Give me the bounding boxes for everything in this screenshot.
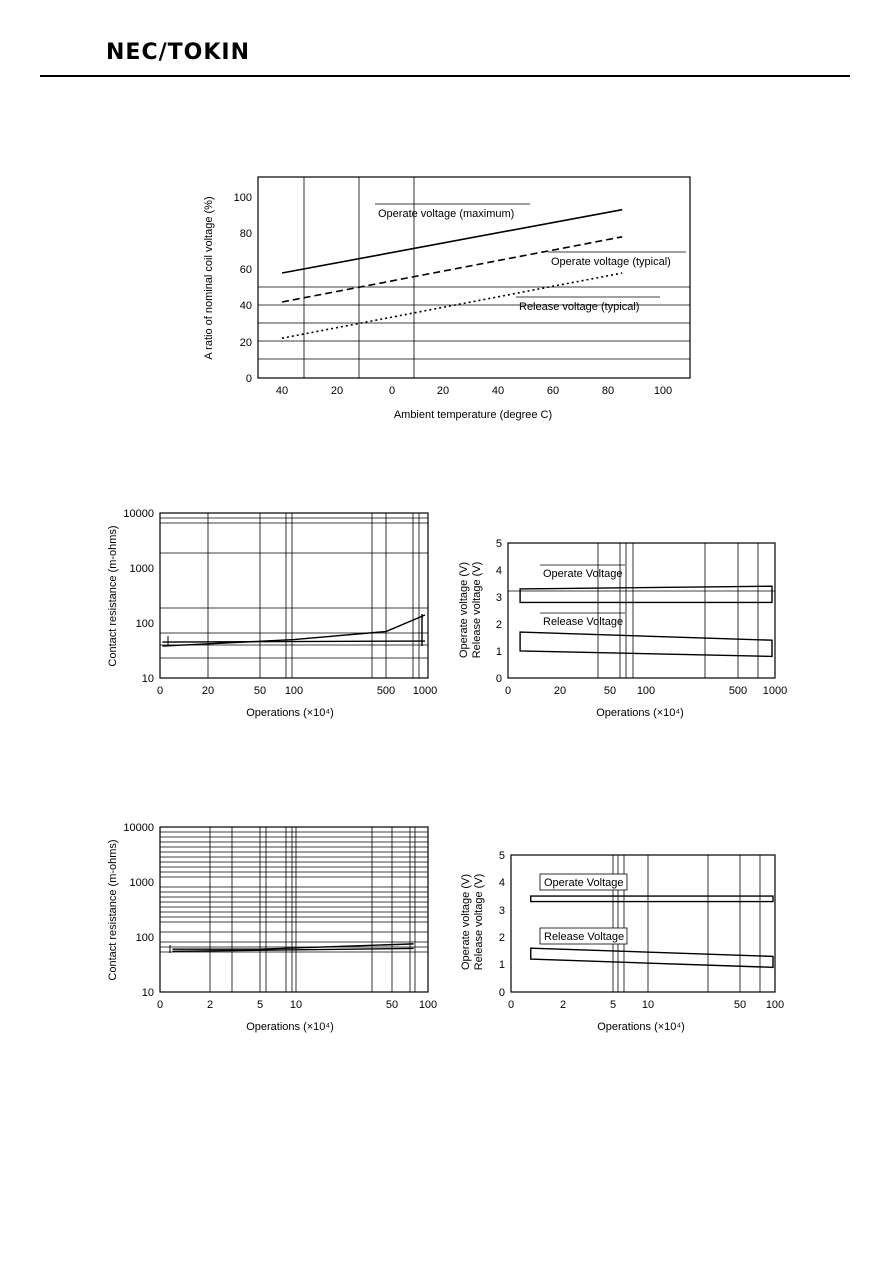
chart3-xtick-3: 10 [289, 999, 303, 1011]
chart4-ylabel-line0: Operate voltage (V) [460, 874, 472, 970]
chart4-xtick-0: 0 [507, 999, 515, 1011]
chart0-xtick-7: 100 [653, 385, 673, 397]
chart0-xtick-2: 0 [388, 385, 396, 397]
chart0-legend-label-2: Release voltage (typical) [519, 301, 640, 313]
chart2-xlabel: Operations (×10⁴) [596, 707, 684, 719]
chart1-ytick-1: 100 [135, 618, 154, 630]
chart1-frame [160, 513, 428, 678]
chart0-xtick-3: 20 [436, 385, 450, 397]
chart3-xlabel: Operations (×10⁴) [246, 1021, 334, 1033]
chart1-xtick-2: 50 [253, 685, 267, 697]
chart1-xtick-4: 500 [376, 685, 396, 697]
chart0-ytick-5: 100 [233, 192, 252, 204]
chart4-xtick-4: 50 [733, 999, 747, 1011]
chart3-ytick-1: 100 [135, 932, 154, 944]
chart0-ytick-0: 0 [245, 373, 252, 385]
chart2-ylabel-line0: Operate voltage (V) [458, 562, 470, 658]
chart1-ytick-3: 10000 [123, 508, 154, 520]
chart0-ytick-1: 20 [239, 337, 252, 349]
chart0-ylabel [203, 196, 215, 359]
chart2-legend-label-0: Operate Voltage [543, 568, 623, 580]
chart2-xtick-1: 20 [553, 685, 567, 697]
chart0-ylabel-line0: A ratio of nominal coil voltage (%) [203, 196, 215, 360]
chart4-ylabel-line1: Release voltage (V) [473, 873, 485, 971]
chart2-ytick-1: 1 [495, 646, 502, 658]
chart0-xtick-1: 20 [330, 385, 344, 397]
chart3-xtick-1: 2 [206, 999, 214, 1011]
chart4-legend-label-1: Release Voltage [544, 931, 625, 943]
chart2-xtick-2: 50 [603, 685, 617, 697]
chart3-xtick-4: 50 [385, 999, 399, 1011]
chart2-ytick-3: 3 [495, 592, 502, 604]
chart1-ytick-2: 1000 [129, 563, 154, 575]
chart1-ylabel-line0: Contact resistance (m-ohms) [107, 525, 119, 667]
chart2-xtick-5: 1000 [762, 685, 788, 697]
chart2-ylabel-line1: Release voltage (V) [471, 561, 483, 659]
chart3-ytick-2: 1000 [129, 877, 154, 889]
chart2-xtick-4: 500 [728, 685, 748, 697]
chart1-xtick-0: 0 [156, 685, 164, 697]
chart4-xtick-5: 100 [765, 999, 785, 1011]
chart0-xtick-4: 40 [491, 385, 505, 397]
chart2-xtick-0: 0 [504, 685, 512, 697]
chart2-ytick-0: 0 [495, 673, 502, 685]
chart4-band-1 [531, 948, 773, 967]
chart1-ylabel [107, 525, 119, 666]
chart0-legend-label-0: Operate voltage (maximum) [378, 208, 515, 220]
chart4-legend-label-0: Operate Voltage [544, 877, 624, 889]
chart3-xtick-5: 100 [418, 999, 438, 1011]
chart3-ylabel-line0: Contact resistance (m-ohms) [107, 839, 119, 981]
chart2-band-1 [520, 632, 772, 656]
chart2-ytick-5: 5 [495, 538, 502, 550]
chart3-xtick-2: 5 [256, 999, 264, 1011]
chart4-xtick-3: 10 [641, 999, 655, 1011]
chart0-xlabel: Ambient temperature (degree C) [393, 409, 553, 421]
chart0-xtick-0: 40 [275, 385, 289, 397]
chart3-ytick-3: 10000 [123, 822, 154, 834]
chart4-ytick-5: 5 [498, 850, 505, 862]
chart0-xtick-5: 60 [546, 385, 560, 397]
chart4-ytick-1: 1 [498, 959, 505, 971]
chart0-ytick-3: 60 [239, 264, 252, 276]
chart4-band-0 [531, 896, 773, 901]
chart4-ytick-0: 0 [498, 987, 505, 999]
chart4-xtick-2: 5 [609, 999, 617, 1011]
chart4-ytick-4: 4 [498, 877, 505, 889]
chart1-xtick-1: 20 [201, 685, 215, 697]
chart0-xtick-6: 80 [601, 385, 615, 397]
chart0-ytick-4: 80 [239, 228, 252, 240]
chart4-xtick-1: 2 [559, 999, 567, 1011]
chart2-ytick-2: 2 [495, 619, 502, 631]
chart3-xtick-0: 0 [156, 999, 164, 1011]
chart0-legend-label-1: Operate voltage (typical) [551, 256, 671, 268]
chart2-legend-label-1: Release Voltage [543, 616, 624, 628]
chart4-ylabel [460, 874, 485, 971]
chart1-xtick-5: 1000 [412, 685, 438, 697]
chart3-ytick-0: 10 [141, 987, 154, 999]
chart4-ytick-2: 2 [498, 932, 505, 944]
chart4-xlabel: Operations (×10⁴) [597, 1021, 685, 1033]
chart0-ytick-2: 40 [239, 300, 252, 312]
chart3-ylabel [107, 839, 119, 980]
chart1-ytick-0: 10 [141, 673, 154, 685]
chart2-frame [508, 543, 775, 678]
chart2-band-0 [520, 586, 772, 602]
chart4-ytick-3: 3 [498, 905, 505, 917]
chart2-ytick-4: 4 [495, 565, 502, 577]
chart2-xtick-3: 100 [636, 685, 656, 697]
brand-logo: NEC/TOKIN [106, 40, 250, 65]
chart1-xlabel: Operations (×10⁴) [246, 707, 334, 719]
chart1-xtick-3: 100 [284, 685, 304, 697]
chart2-ylabel [458, 562, 483, 659]
chart0-series-1 [282, 237, 622, 302]
